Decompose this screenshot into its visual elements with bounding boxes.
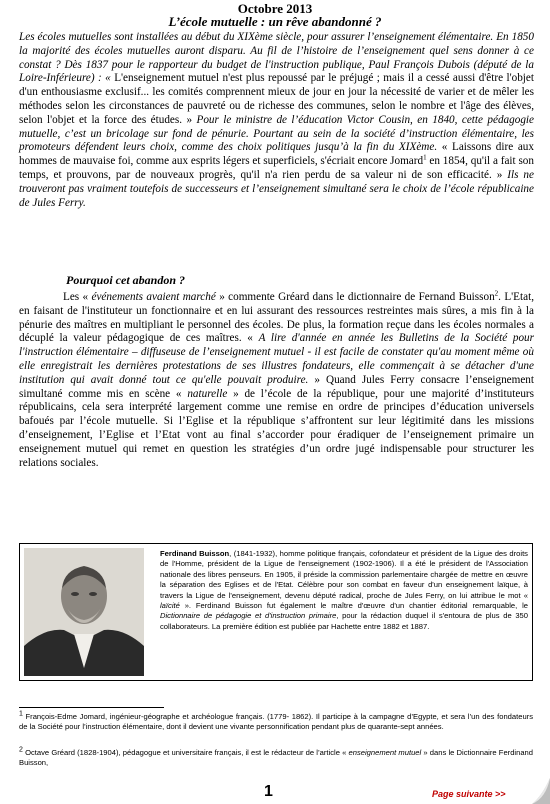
bio-dictionary-title: Dictionnaire de pédagogie et d'instruction primaire <box>160 611 337 621</box>
bio-name: Ferdinand Buisson <box>160 549 230 558</box>
footnote-text: Octave Gréard (1828-1904), pédagogue et universitaire français, il est le rédacteur de l’article « <box>22 748 349 757</box>
issue-date: Octobre 2013 <box>237 1 313 16</box>
bio-text: , (1841-1932), homme politique français, cofondateur et président de la Ligue des droits de l'Homme, président de la Ligue de l'enseignement (1902-1906). Il a été le président de l'Association nationale des libres penseurs. En 1905, il préside la commission parlementaire chargée de mettre en œuvre la séparation des Eglises et de l'Etat. Célèbre pour son combat en faveur d'un enseignement laïque, à travers la Ligue de l'enseignement, devenu député radical, proche de Jules Ferry, on lui attribue le mot « <box>160 549 528 600</box>
footnote-marker: 1 <box>19 710 23 718</box>
footnote-divider <box>19 707 164 708</box>
bio-laicite: laïcité <box>160 601 180 611</box>
footnote-marker: 2 <box>19 746 23 754</box>
dubois-quote: L'enseignement mutuel n'est plus repoussé par le préjugé ; mais il a cessé aussi d'être l'objet d'un enthousiasme exclusif... les comités comprennent mieux de jour en jour la nécessité de varier et de mêler les méthodes selon les circonstances de pauvreté ou de richesse des communes, selon le nombre et l'âge des élèves, selon l'objet et la force des études. » <box>19 72 534 126</box>
quote-bulletins: A lire d'année en année les Bulletins de la Société pour l'instruction élémentaire – diffuseuse de l’enseignement mutuel - il est facile de constater qu'au moment même où elle enregistrait les dernières protestations de ses illustres fondateurs, elle commençait à se détacher d'une institution qui avait donné tout ce qu'elle pouvait produire. <box>19 332 534 386</box>
section-heading: Pourquoi cet abandon ? <box>66 273 186 287</box>
footnote-2 <box>19 748 533 768</box>
jomard-quote-end: en 1854, qu'il a fait son temps, et prouvons, par de nouveaux progrès, qu'il n'a rien perdu de sa valeur ni de son efficacité. » <box>19 155 534 181</box>
body-text: . L'Etat, en faisant de l'instituteur un fonctionnaire et en lui assurant des ressources restreintes mais sûres, a mis fin à la pénurie des maîtres en multipliant le personnel des écoles. De plus, la formation reçue dans les écoles normales a décuplé la valeur pédagogique de ces maîtres. « <box>19 291 534 345</box>
page-number: 1 <box>264 783 273 800</box>
body-text: » commente Gréard dans le dictionnaire de Fernand Buisson <box>215 291 495 303</box>
page-curl-icon[interactable] <box>532 778 550 804</box>
cousin-text: Pour le ministre de l’éducation Victor Cousin, en 1840, cette pédagogie mutuelle, c’est un bricolage sur fond de pénurie. Pourtant au sein de la société d’instruction élémentaire, les promoteurs défendent leurs choix, comme des choix politiques jusqu’à la fin du XIXème. <box>19 113 534 154</box>
quote-naturelle: naturelle <box>187 387 228 400</box>
footnote-ref-1[interactable]: 1 <box>423 153 427 162</box>
article-title: L’école mutuelle : un rêve abandonné ? <box>168 14 382 29</box>
body-text: Les « <box>63 291 92 303</box>
body-text: » de l’école de la république, pour une majorité d’instituteurs républicains, cela sera interprété largement comme une remise en ordre de principes d’éducation universels bafoués par l’école mutuelle. Si l’Eglise et la république s’affrontent sur leur légitimité dans les missions d’enseignement, l’Eglise et l’Etat vont au final s’accorder pour éradiquer de l’enseignement primaire un enseignement mutuel qui remet en question les stratégies d’un ordre jugé indispensable pour structurer les relations sociales. <box>19 387 534 469</box>
ferry-text: Ils ne trouveront pas vraiment toutefois de successeurs et l’enseignement simultané sera le choix de l’école républicaine de Jules Ferry. <box>19 168 534 209</box>
footnote-ref-2[interactable]: 2 <box>494 289 499 298</box>
body-text: » Quand Jules Ferry consacre l’enseignement simultané comme mis en scène « <box>19 373 534 400</box>
next-page-link[interactable]: Page suivante >> <box>432 789 506 799</box>
bio-text: , pour la rédaction duquel il s'entoura de plus de 350 collaborateurs. La première édition est publiée par Hachette entre 1882 et 1887. <box>160 611 528 631</box>
quote-evenements: événements avaient marché <box>91 291 216 303</box>
footnote-text: François-Edme Jomard, ingénieur-géographe et archéologue français. (1779- 1862). Il participe à la campagne d’Egypte, et sera l’un des fondateurs de la Société pour l’instruction élémentaire, dont il devient une vivante personnification pendant plus de quarante-sept années. <box>19 712 533 731</box>
footnote-1 <box>19 712 533 732</box>
intro-paragraph <box>19 31 534 210</box>
biography-text <box>160 549 528 632</box>
biography-box <box>19 543 533 681</box>
bio-text: ». Ferdinand Buisson fut également le maître d'œuvre d'un chantier éditorial remarquable, le <box>179 601 528 611</box>
intro-text: Les écoles mutuelles sont installées au début du XIXème siècle, pour assurer l’enseignement élémentaire. En 1850 la majorité des écoles mutuelles auront disparu. Au fil de l’histoire de l’enseignement quel sens donner à ce constat ? Dès 1837 pour le rapporteur du budget de l'instruction publique, Paul François Dubois (député de la Loire-Inférieure) : « <box>19 31 534 85</box>
footnote-italic: enseignement mutuel <box>348 748 422 757</box>
body-paragraph <box>19 291 534 470</box>
footnote-text: » dans le Dictionnaire Ferdinand Buisson, <box>19 748 533 767</box>
jomard-quote: « Laissons dire aux hommes de mauvaise foi, comme aux esprits légers et superficiels, s'écriait encore Jomard <box>19 141 534 168</box>
portrait-photo <box>24 548 144 676</box>
